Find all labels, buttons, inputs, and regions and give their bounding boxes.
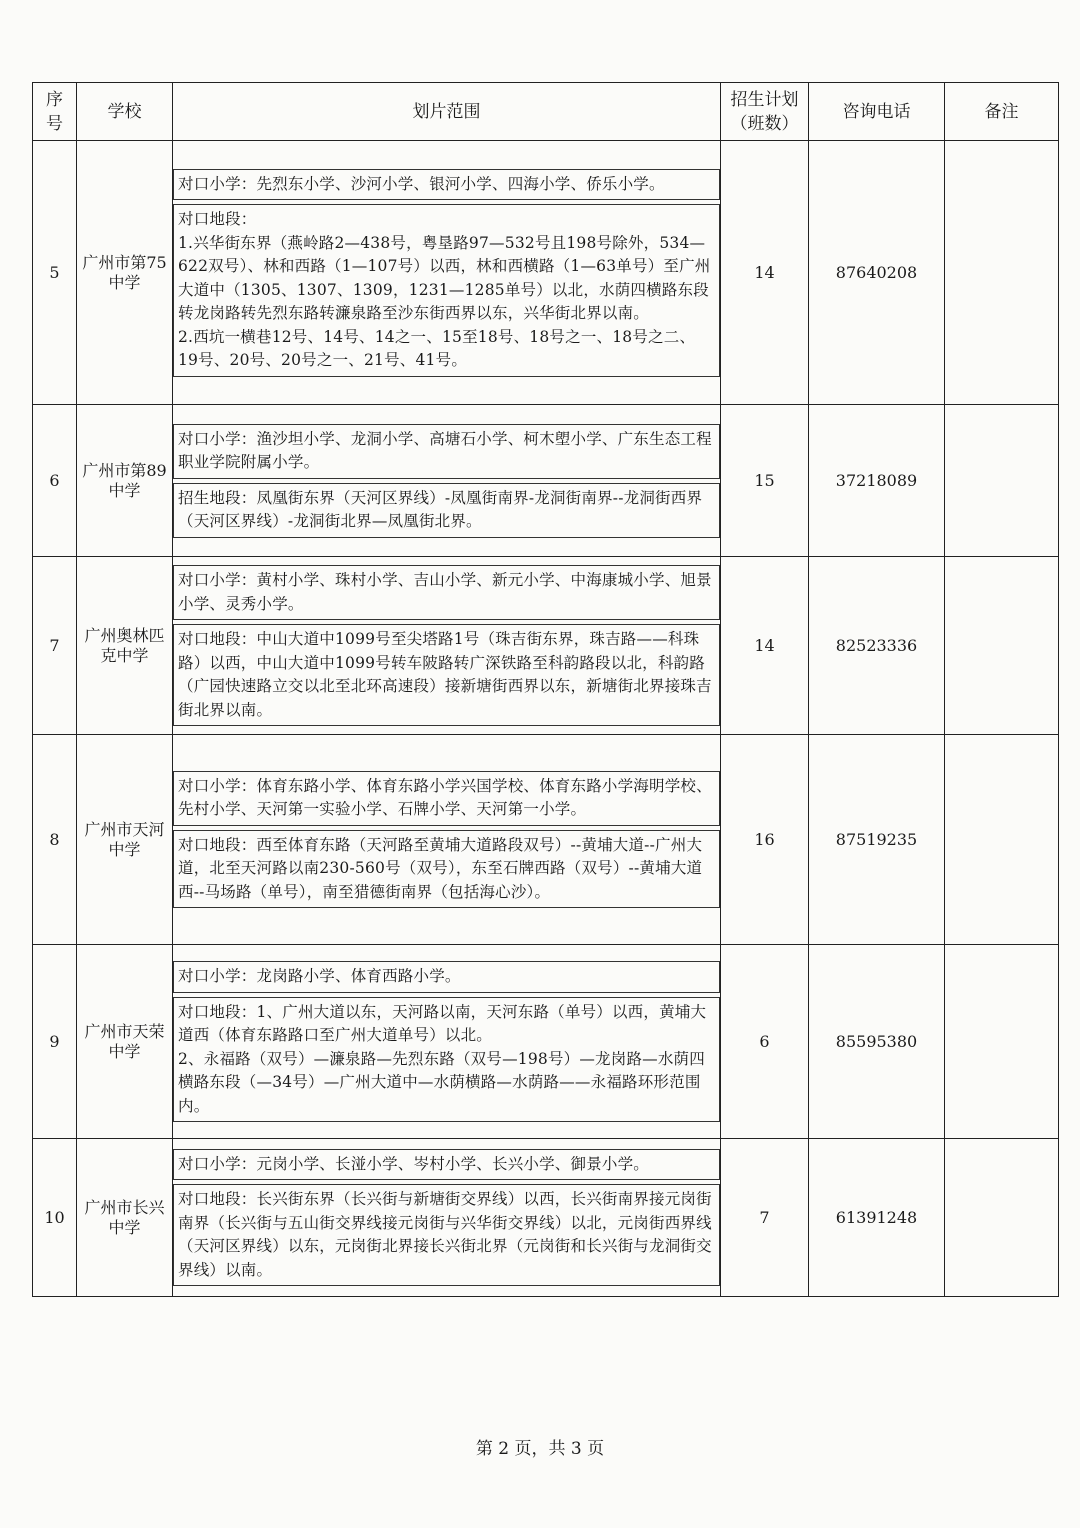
enrollment-plan: 7: [721, 1139, 809, 1297]
zone-range-cell: [173, 557, 721, 735]
row-number: 7: [33, 557, 77, 735]
feeder-primary-schools: 对口小学：先烈东小学、沙河小学、银河小学、四海小学、侨乐小学。: [173, 169, 720, 201]
header-no: 序号: [33, 83, 77, 141]
feeder-primary-schools: 对口小学：龙岗路小学、体育西路小学。: [173, 961, 720, 993]
row-number: 5: [33, 141, 77, 405]
row-number: 9: [33, 945, 77, 1139]
contact-phone: 87519235: [809, 735, 945, 945]
enrollment-plan: 14: [721, 557, 809, 735]
remarks: [945, 1139, 1059, 1297]
header-plan: 招生计划（班数）: [721, 83, 809, 141]
row-number: 6: [33, 405, 77, 557]
feeder-primary-schools: 对口小学：渔沙坦小学、龙洞小学、高塘石小学、柯木塱小学、广东生态工程职业学院附属小学。: [173, 424, 720, 479]
enrollment-plan: 14: [721, 141, 809, 405]
enrollment-plan: 16: [721, 735, 809, 945]
table-row: [33, 945, 1059, 1139]
row-number: 8: [33, 735, 77, 945]
enrollment-zone-table: [32, 82, 1059, 1297]
zone-range-cell: [173, 945, 721, 1139]
school-name: 广州市天河中学: [77, 735, 173, 945]
enrollment-area: 对口地段： 1.兴华街东界（燕岭路2—438号，粤垦路97—532号且198号除外，534—622双号）、林和西路（1—107号）以西，林和西横路（1—63单号）至广州大道中（1305、1307、1309，1231—1285单号）以北，水荫四横路东段转龙岗路转先烈东路转濂泉路至沙东街西界以东，兴华街北界以南。 2.西坑一横巷12号、14号、14之一、15至18号、18号之一、18号之二、19号、20号、20号之一、21号、41号。: [173, 204, 720, 377]
table-row: [33, 1139, 1059, 1297]
feeder-primary-schools: 对口小学：元岗小学、长湴小学、岑村小学、长兴小学、御景小学。: [173, 1149, 720, 1181]
school-name: 广州奥林匹克中学: [77, 557, 173, 735]
remarks: [945, 735, 1059, 945]
enrollment-area: 对口地段：西至体育东路（天河路至黄埔大道路段双号）--黄埔大道--广州大道，北至天河路以南230-560号（双号），东至石牌西路（双号）--黄埔大道西--马场路（单号），南至猎德街南界（包括海心沙）。: [173, 830, 720, 909]
header-school: 学校: [77, 83, 173, 141]
zone-range-cell: [173, 1139, 721, 1297]
remarks: [945, 405, 1059, 557]
contact-phone: 37218089: [809, 405, 945, 557]
header-range: 划片范围: [173, 83, 721, 141]
contact-phone: 87640208: [809, 141, 945, 405]
remarks: [945, 945, 1059, 1139]
page-number: 第 2 页，共 3 页: [475, 1439, 605, 1459]
contact-phone: 82523336: [809, 557, 945, 735]
header-note: 备注: [945, 83, 1059, 141]
enrollment-area: 招生地段：凤凰街东界（天河区界线）-凤凰街南界-龙洞街南界--龙洞街西界（天河区界线）-龙洞街北界—凤凰街北界。: [173, 483, 720, 538]
enrollment-area: 对口地段：长兴街东界（长兴街与新塘街交界线）以西，长兴街南界接元岗街南界（长兴街与五山街交界线接元岗街与兴华街交界线）以北，元岗街西界线（天河区界线）以东，元岗街北界接长兴街北界（元岗街和长兴街与龙洞街交界线）以南。: [173, 1184, 720, 1286]
header-phone: 咨询电话: [809, 83, 945, 141]
row-number: 10: [33, 1139, 77, 1297]
contact-phone: 85595380: [809, 945, 945, 1139]
contact-phone: 61391248: [809, 1139, 945, 1297]
school-name: 广州市长兴中学: [77, 1139, 173, 1297]
enrollment-plan: 6: [721, 945, 809, 1139]
table-header-row: [33, 83, 1059, 141]
zone-range-cell: [173, 405, 721, 557]
school-name: 广州市天荣中学: [77, 945, 173, 1139]
school-name: 广州市第75中学: [77, 141, 173, 405]
enrollment-plan: 15: [721, 405, 809, 557]
zone-range-cell: [173, 735, 721, 945]
table-row: [33, 735, 1059, 945]
feeder-primary-schools: 对口小学：黄村小学、珠村小学、吉山小学、新元小学、中海康城小学、旭景小学、灵秀小学。: [173, 565, 720, 620]
zone-range-cell: [173, 141, 721, 405]
feeder-primary-schools: 对口小学：体育东路小学、体育东路小学兴国学校、体育东路小学海明学校、先村小学、天河第一实验小学、石牌小学、天河第一小学。: [173, 771, 720, 826]
table-row: [33, 141, 1059, 405]
remarks: [945, 141, 1059, 405]
enrollment-area: 对口地段：中山大道中1099号至尖塔路1号（珠吉街东界，珠吉路——科珠路）以西，中山大道中1099号转车陂路转广深铁路至科韵路段以北，科韵路（广园快速路立交以北至北环高速段）接新塘街西界以东，新塘街北界接珠吉街北界以南。: [173, 624, 720, 726]
enrollment-area: 对口地段：1、广州大道以东，天河路以南，天河东路（单号）以西，黄埔大道西（体育东路路口至广州大道单号）以北。 2、永福路（双号）—濂泉路—先烈东路（双号—198号）—龙岗路—水荫四横路东段（—34号）—广州大道中—水荫横路—水荫路——永福路环形范围内。: [173, 997, 720, 1123]
table-row: [33, 405, 1059, 557]
remarks: [945, 557, 1059, 735]
school-name: 广州市第89中学: [77, 405, 173, 557]
table-row: [33, 557, 1059, 735]
